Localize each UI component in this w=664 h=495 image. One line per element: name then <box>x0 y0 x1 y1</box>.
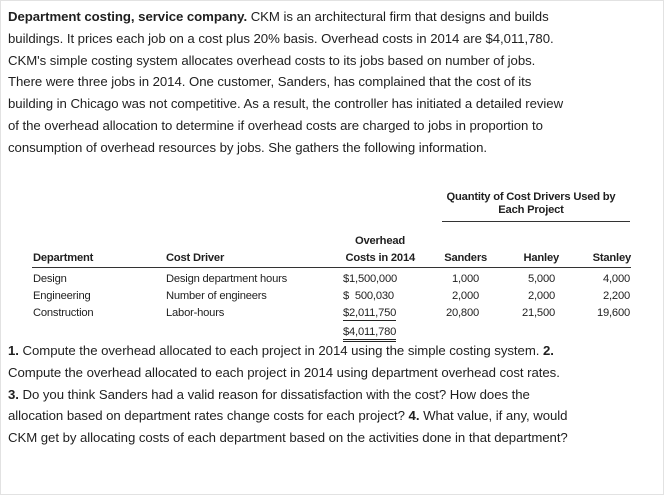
group-header-line-2: Each Project <box>498 204 564 216</box>
row-engineering-cost-driver: Number of engineers <box>166 290 267 302</box>
group-header-line-1: Quantity of Cost Drivers Used by <box>446 191 616 203</box>
overhead-total: $4,011,780 <box>343 326 396 342</box>
q4-text-1: What value, if any, would <box>419 408 568 424</box>
questions-line-3 <box>8 384 656 406</box>
q1-label: 1. <box>8 343 19 358</box>
q2-label: 2. <box>543 343 554 358</box>
header-rule <box>32 267 631 268</box>
col-header-hanley: Hanley <box>523 252 559 264</box>
intro-line-4: There were three jobs in 2014. One customer, Sanders, has complained that the cost of its <box>8 74 532 90</box>
q1-text: Compute the overhead allocated to each project in 2014 using the simple costing system. <box>18 343 543 358</box>
row-design-department: Design <box>33 273 67 285</box>
problem-title: Department costing, service company. <box>8 9 248 24</box>
row-construction-overhead: $2,011,750 <box>343 307 397 319</box>
questions-line-5: CKM get by allocating costs of each department based on the activities done in that department? <box>8 430 568 446</box>
overhead-total-wrap <box>343 326 396 339</box>
q3-text-2: allocation based on department rates change costs for each project? <box>8 408 409 424</box>
intro-line-7: consumption of overhead resources by jobs. She gathers the following information. <box>8 139 488 155</box>
row-engineering-hanley: 2,000 <box>528 290 555 302</box>
col-header-cost-driver: Cost Driver <box>166 252 225 264</box>
row-construction-department: Construction <box>33 307 94 319</box>
q3-text-1: Do you think Sanders had a valid reason for dissatisfaction with the cost? How does the <box>18 386 530 402</box>
intro-line-3: CKM's simple costing system allocates overhead costs to its jobs based on number of jobs. <box>8 52 536 68</box>
row-engineering-stanley: 2,200 <box>603 290 630 302</box>
q4-label: 4. <box>408 408 420 424</box>
intro-line-1: Department costing, service company. CKM is an architectural firm that designs and builds <box>8 9 549 24</box>
row-construction-sanders: 20,800 <box>445 307 479 319</box>
col-header-department: Department <box>33 252 94 264</box>
cost-driver-table <box>1 1 664 341</box>
overhead-header-line-1: Overhead <box>354 235 405 247</box>
row-design-sanders: 1,000 <box>452 273 479 285</box>
row-construction-stanley: 19,600 <box>596 307 630 319</box>
row-design-stanley: 4,000 <box>603 273 630 285</box>
row-construction-overhead-wrap <box>343 307 396 320</box>
problem-questions <box>8 340 656 449</box>
intro-line-6: of the overhead allocation to determine if overhead costs are charged to jobs in proportion to <box>8 117 543 133</box>
row-design-hanley: 5,000 <box>528 273 555 285</box>
col-header-overhead: Costs in 2014 <box>345 252 415 264</box>
row-engineering-department: Engineering <box>33 290 91 302</box>
col-header-stanley: Stanley <box>592 252 631 264</box>
intro-line-5: building in Chicago was not competitive. As a result, the controller has initiated a detailed review <box>8 96 564 112</box>
group-header-rule <box>442 221 630 222</box>
q3-label: 3. <box>8 386 19 402</box>
row-construction-hanley: 21,500 <box>521 307 555 319</box>
row-construction-cost-driver: Labor-hours <box>166 307 225 319</box>
row-engineering-overhead: $ 500,030 <box>343 290 394 302</box>
row-engineering-sanders: 2,000 <box>452 290 479 302</box>
questions-line-2: Compute the overhead allocated to each project in 2014 using department overhead cost rates. <box>8 364 560 380</box>
row-design-cost-driver: Design department hours <box>166 273 288 285</box>
row-design-overhead: $1,500,000 <box>343 273 397 285</box>
questions-line-4 <box>8 405 656 427</box>
intro-line-2: buildings. It prices each job on a cost plus 20% basis. Overhead costs in 2014 are $4,011,780. <box>8 30 554 46</box>
questions-line-1 <box>8 340 656 362</box>
col-header-sanders: Sanders <box>444 252 487 264</box>
